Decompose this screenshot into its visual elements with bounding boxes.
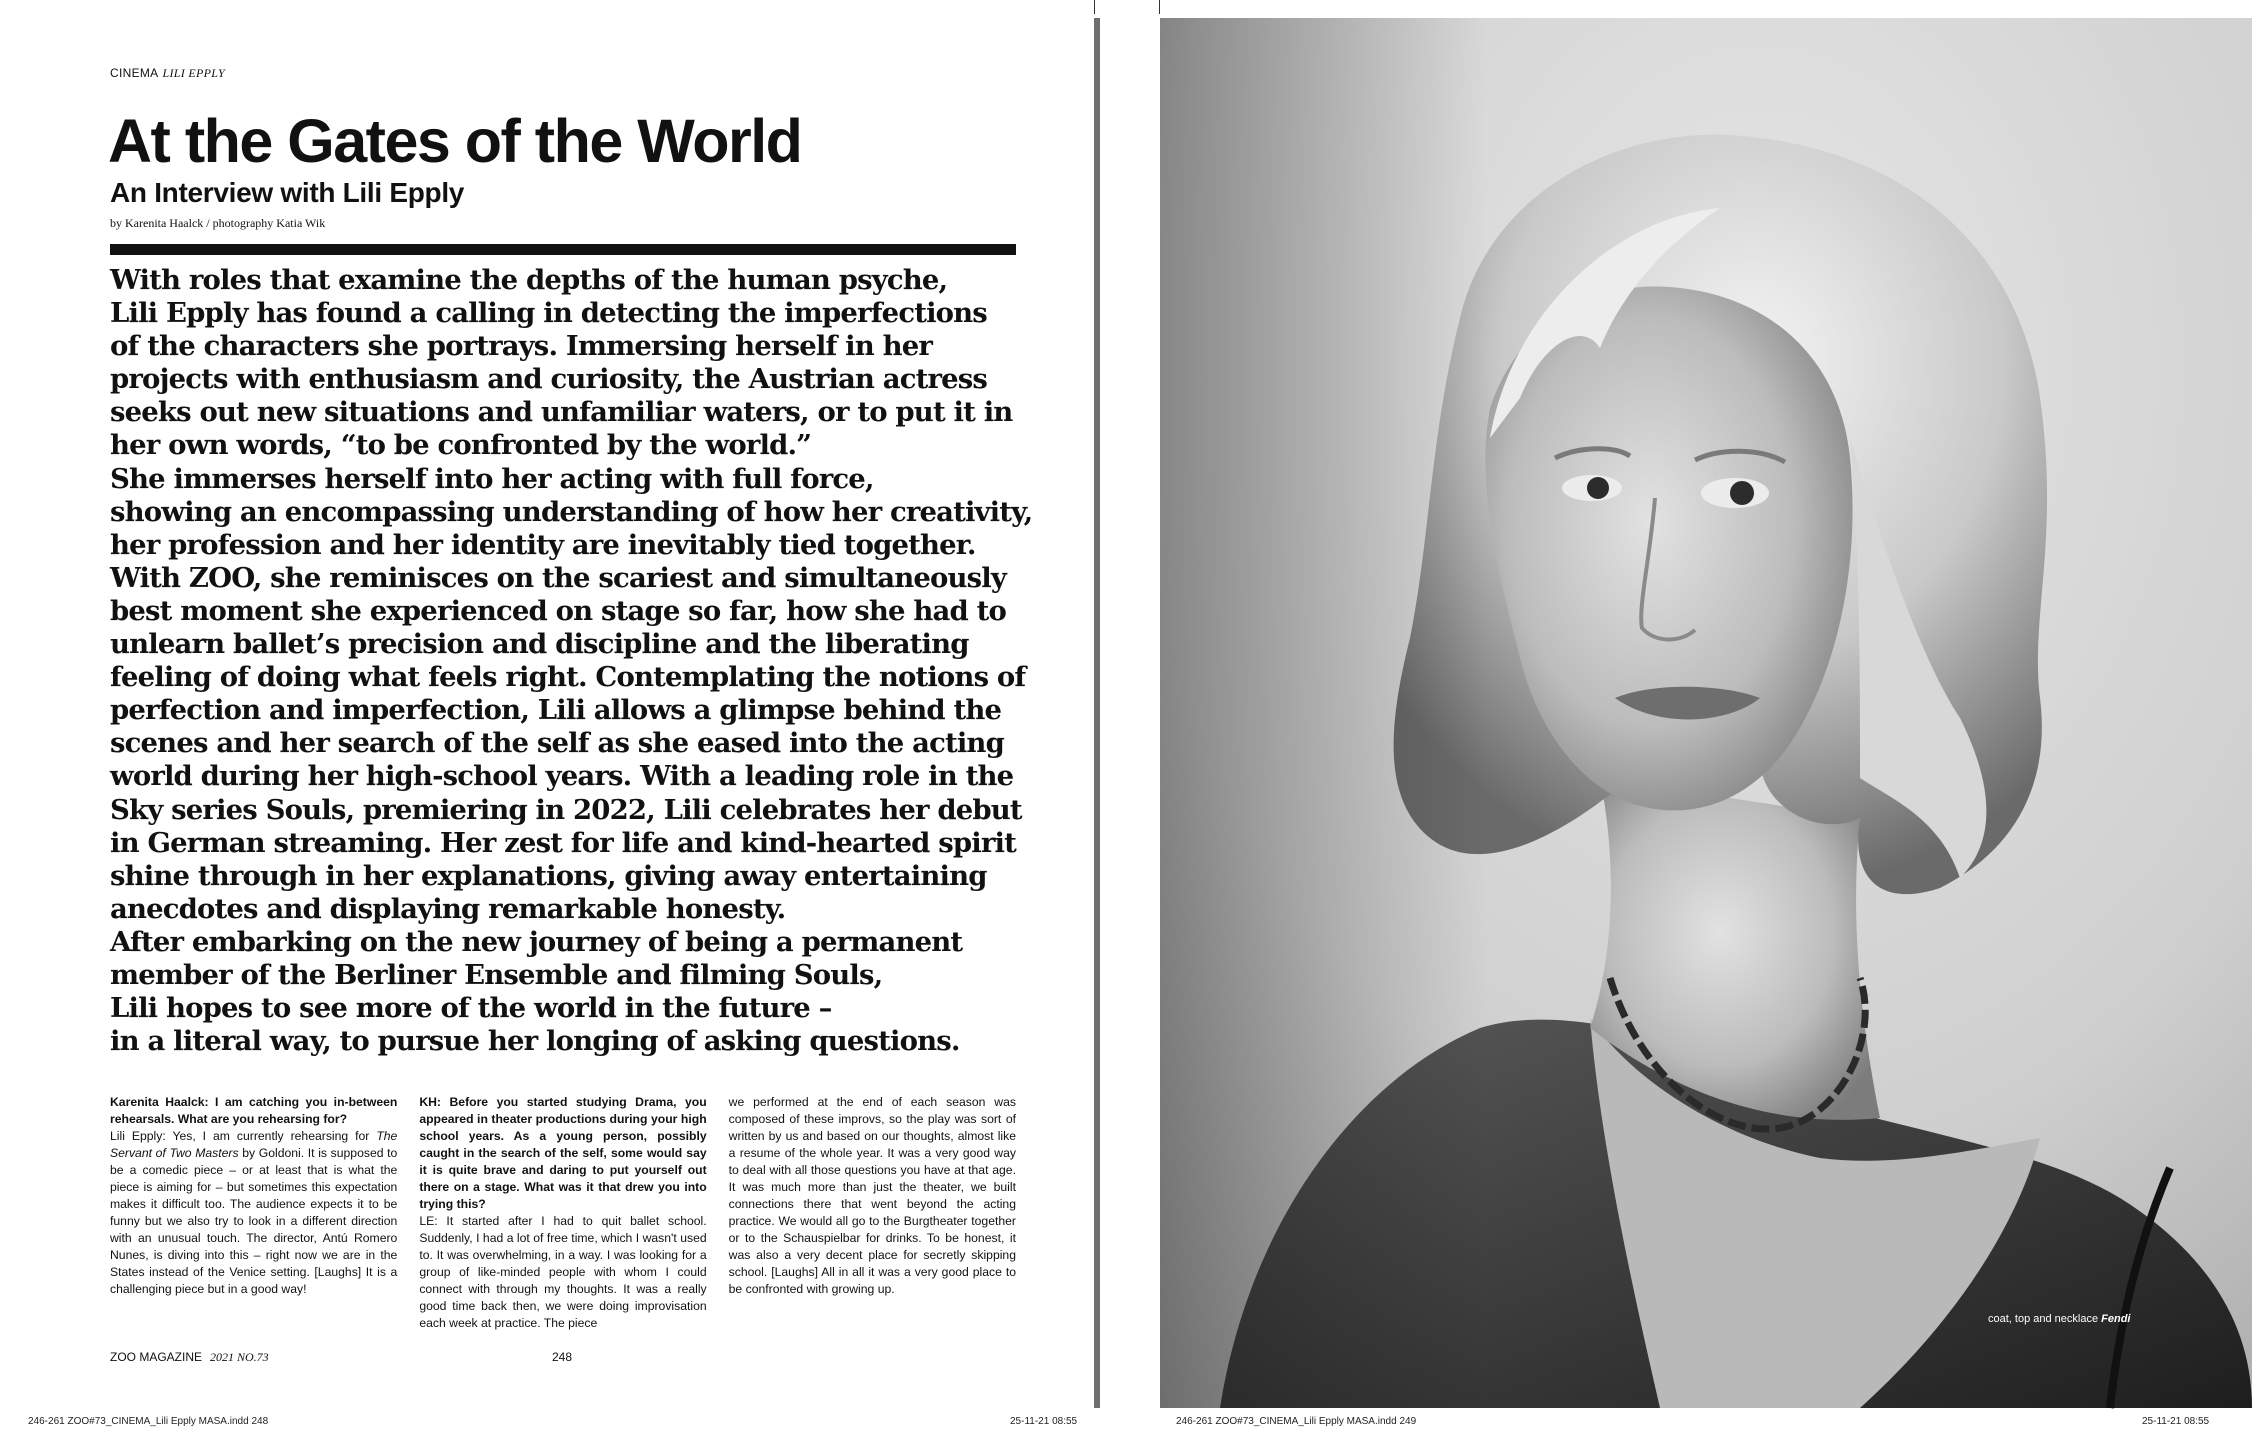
intro-line: unlearn ballet’s precision and discipline and the liberating [110, 628, 969, 661]
intro-line: anecdotes and displaying remarkable honesty. [110, 892, 786, 925]
work-title: The Servant of Two Masters [110, 1129, 398, 1160]
intro-line: Sky series Souls, premiering in 2022, Lili celebrates her debut [110, 793, 1022, 826]
article-title: At the Gates of the World [108, 107, 802, 175]
crop-mark [1159, 0, 1160, 14]
intro-line: her own words, “to be confronted by the world.” [110, 429, 812, 462]
crop-mark [1094, 0, 1095, 14]
intro-line: seeks out new situations and unfamiliar waters, or to put it in [110, 396, 1013, 429]
page-edge-shadow [1094, 18, 1100, 1408]
intro-line: scenes and her search of the self as she eased into the acting [110, 727, 1004, 760]
vignette [1160, 18, 2252, 1408]
credit-text: coat, top and necklace [1988, 1313, 2102, 1325]
intro-line: showing an encompassing understanding of how her creativity, [110, 495, 1033, 528]
intro-line: world during her high-school years. With a leading role in the [110, 760, 1014, 793]
interview-column-2 [419, 1094, 707, 1330]
interview-answer: LE: It started after I had to quit ballet school. Suddenly, I had a lot of free time, which I wasn't used to. It was overwhelming, in a way. I was looking for a group of like-minded people with whom I could connect with through my thoughts. It was a really good time back then, we were doing improvisation each week at practice. The piece [419, 1214, 707, 1330]
slug-date: 25-11-21 08:55 [1010, 1416, 1078, 1427]
credit-brand: Fendi [2101, 1313, 2131, 1325]
portrait-image [1160, 18, 2252, 1408]
intro-line: in German streaming. Her zest for life and kind-hearted spirit [110, 826, 1016, 859]
intro-line: shine through in her explanations, giving away entertaining [110, 859, 987, 892]
intro-line: her profession and her identity are inevitably tied together. [110, 528, 976, 561]
left-page [0, 0, 1094, 1436]
magazine-name: ZOO MAGAZINE [110, 1350, 203, 1364]
intro-line: in a literal way, to pursue her longing of asking questions. [110, 1025, 960, 1058]
slug-filename: 246-261 ZOO#73_CINEMA_Lili Epply MASA.indd 248 [28, 1416, 269, 1427]
byline: by Karenita Haalck / photography Katia Wik [110, 216, 326, 230]
right-slug-filename: 246-261 ZOO#73_CINEMA_Lili Epply MASA.indd 249 [1176, 1416, 1417, 1427]
intro-line: projects with enthusiasm and curiosity, the Austrian actress [110, 363, 988, 396]
interview-column-3 [729, 1094, 1016, 1320]
interview-column-1 [110, 1094, 397, 1320]
page-number: 248 [552, 1350, 573, 1364]
section-name: CINEMA [110, 66, 159, 80]
intro-paragraph [110, 264, 1040, 1058]
intro-line: With roles that examine the depths of the human psyche, [110, 264, 948, 296]
interview-answer: we performed at the end of each season was composed of these improvs, so the play was sort of written by us and based on our thoughts, almost like a resume of the whole year. It was a very good way to deal with all those questions you have at that age. It was much more than just the theater, we built connections there that went beyond the acting practice. We would all go to the Burgtheater together or to the Schauspielbar for drinks. To be honest, it was also a very decent place for secretly skipping school. [Laughs] All in all it was a very good place to be confronted with growing up. [728, 1095, 1016, 1296]
intro-line: feeling of doing what feels right. Contemplating the notions of [110, 661, 1026, 694]
photo-credit [1988, 1313, 2130, 1325]
portrait-photo [1160, 18, 2252, 1408]
right-slug-date: 25-11-21 08:55 [2142, 1416, 2210, 1427]
footer-magazine [110, 1350, 269, 1365]
issue-number: 2021 NO.73 [210, 1350, 269, 1364]
interview-question: Karenita Haalck: I am catching you in-between rehearsals. What are you rehearsing for? [110, 1095, 398, 1126]
spine-gutter [1094, 0, 1160, 1436]
title-rule [110, 244, 1016, 255]
intro-line: of the characters she portrays. Immersing herself in her [110, 330, 933, 363]
interview-answer-cont: by Goldoni. It is supposed to be a comedic piece – or at least that is what the piece is aiming for – but sometimes this expectation makes it difficult too. The audience expects it to be funny but we also try to look in a different direction with an unusual touch. The director, Antú Romero Nunes, is diving into this – right now we are in the States instead of the Venice setting. [Laughs] It is a challenging piece but in a good way! [110, 1146, 398, 1296]
intro-line: She immerses herself into her acting with full force, [110, 462, 874, 495]
intro-line: After embarking on the new journey of being a permanent [110, 925, 963, 958]
interview-answer: Lili Epply: Yes, I am currently rehearsing for [110, 1129, 377, 1143]
intro-line: perfection and imperfection, Lili allows a glimpse behind the [110, 694, 1002, 727]
intro-line: Lili hopes to see more of the world in the future – [110, 992, 832, 1025]
section-subject: LILI EPPLY [162, 66, 225, 80]
section-label [110, 66, 225, 81]
interview-columns [110, 1094, 1016, 1330]
intro-line: member of the Berliner Ensemble and filming Souls, [110, 958, 883, 991]
interview-question: KH: Before you started studying Drama, you appeared in theater productions during your high school years. As a young person, possibly caught in the search of the self, some would say it is quite brave and daring to put yourself out there on a stage. What was it that drew you into trying this? [419, 1095, 707, 1211]
intro-line: Lili Epply has found a calling in detecting the imperfections [110, 297, 987, 330]
article-subtitle: An Interview with Lili Epply [110, 177, 465, 208]
intro-line: best moment she experienced on stage so far, how she had to [110, 594, 1006, 627]
intro-line: With ZOO, she reminisces on the scariest and simultaneously [110, 561, 1007, 594]
